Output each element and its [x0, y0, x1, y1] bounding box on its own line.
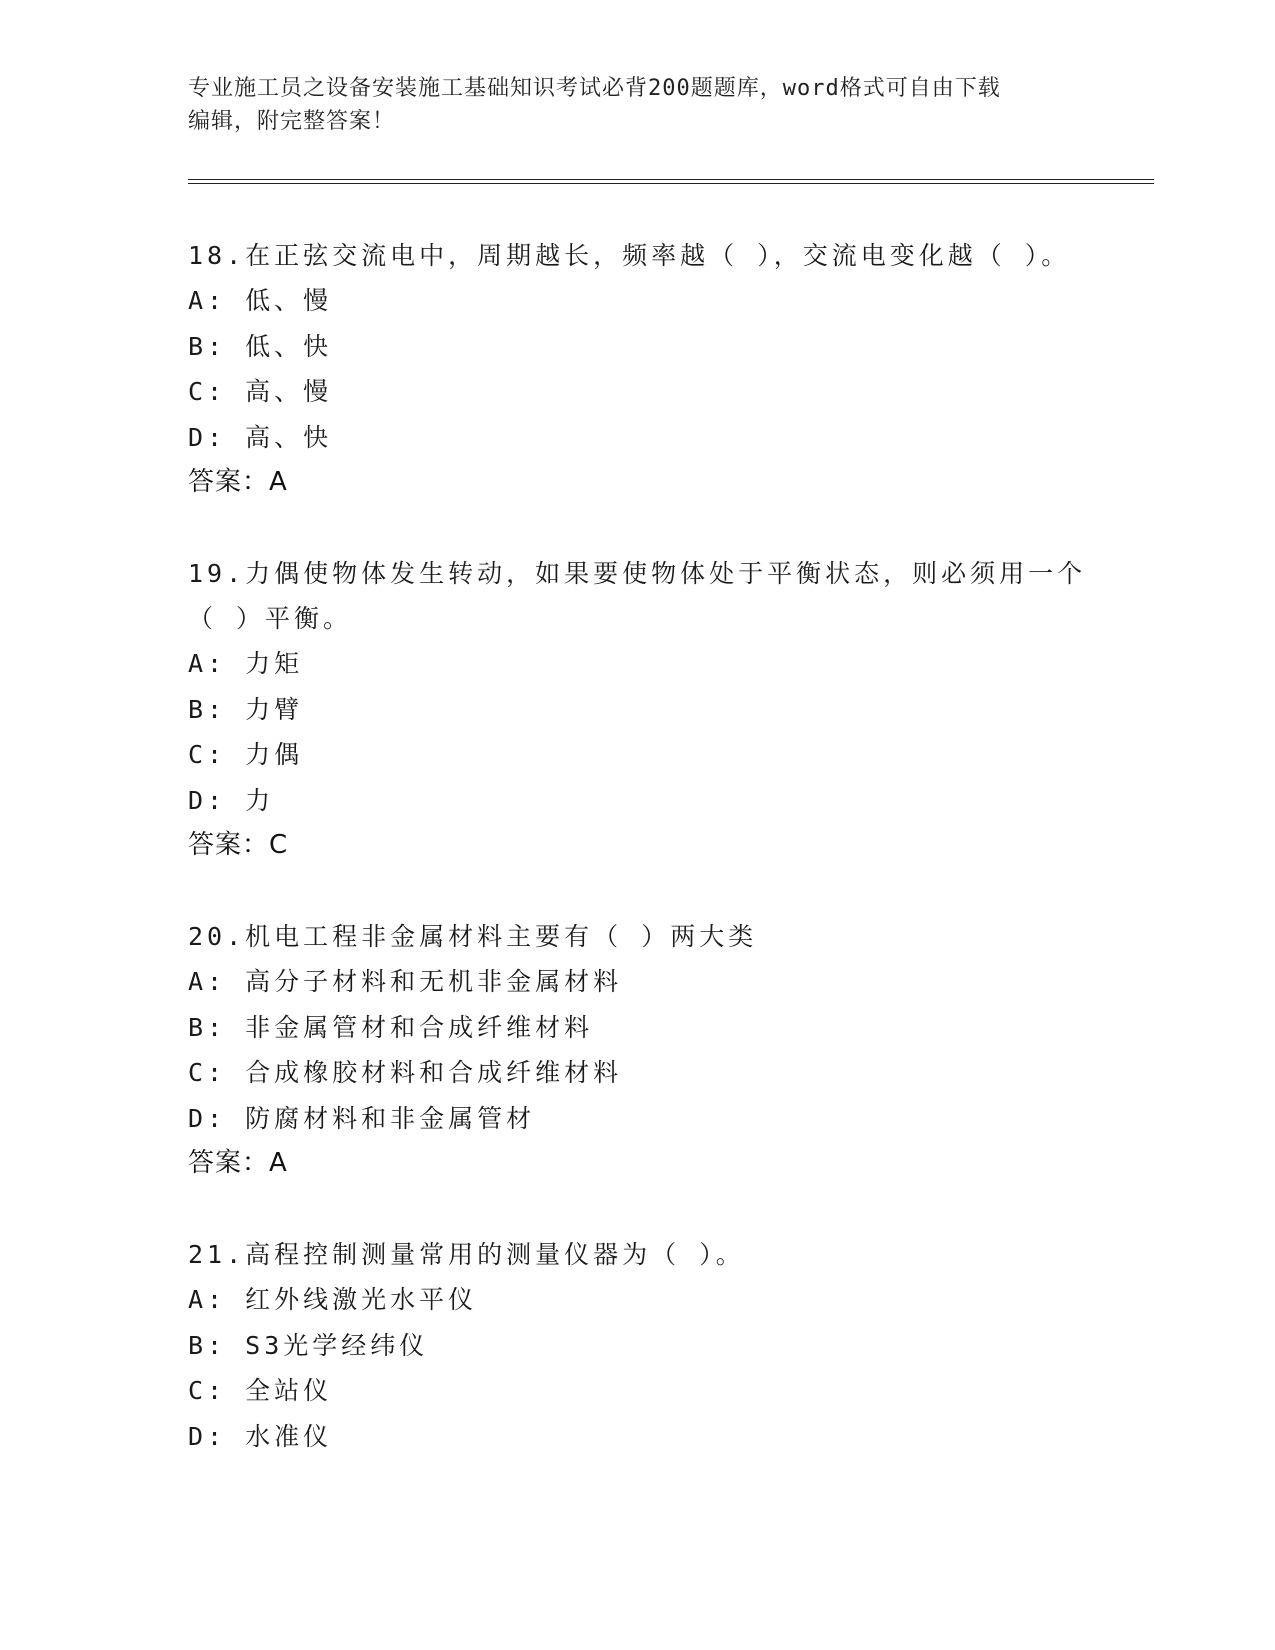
question-stem: 20.机电工程非金属材料主要有（ ）两大类	[188, 922, 758, 951]
option-a: A: 低、慢	[188, 286, 333, 315]
option-b: B: 低、快	[188, 331, 333, 361]
option-c: C: 全站仪	[188, 1376, 333, 1405]
document-header	[188, 72, 1088, 138]
option-b: B: 非金属管材和合成纤维材料	[188, 1012, 594, 1042]
header-line-2: 编辑，附完整答案！	[188, 109, 396, 134]
option-a: A: 红外线激光水平仪	[188, 1285, 478, 1314]
header-divider-bottom	[188, 183, 1154, 184]
option-a: A: 力矩	[188, 649, 304, 678]
question-stem: 21.高程控制测量常用的测量仪器为（ ）。	[188, 1240, 745, 1269]
header-divider-top	[188, 179, 1154, 180]
option-b: B: 力臂	[188, 694, 304, 724]
option-c: C: 高、慢	[188, 377, 333, 406]
option-a: A: 高分子材料和无机非金属材料	[188, 967, 623, 996]
option-c: C: 合成橡胶材料和合成纤维材料	[188, 1058, 623, 1087]
answer: 答案：A	[188, 467, 288, 497]
question-20	[188, 914, 1108, 1186]
option-d: D: 防腐材料和非金属管材	[188, 1103, 536, 1133]
option-d: D: 高、快	[188, 422, 333, 452]
question-19	[188, 551, 1108, 868]
question-stem: 18.在正弦交流电中，周期越长，频率越（ ），交流电变化越（ ）。	[188, 241, 1071, 270]
header-line-1: 专业施工员之设备安装施工基础知识考试必背200题题库，word格式可自由下载	[188, 76, 1001, 101]
question-21	[188, 1232, 1108, 1459]
answer: 答案：C	[188, 830, 289, 860]
option-b: B: S3光学经纬仪	[188, 1330, 429, 1360]
option-d: D: 力	[188, 785, 275, 815]
question-stem: 19.力偶使物体发生转动，如果要使物体处于平衡状态，则必须用一个（ ）平衡。	[188, 559, 1087, 633]
option-c: C: 力偶	[188, 740, 304, 769]
answer: 答案：A	[188, 1148, 288, 1178]
question-18	[188, 233, 1108, 505]
option-d: D: 水准仪	[188, 1421, 333, 1451]
